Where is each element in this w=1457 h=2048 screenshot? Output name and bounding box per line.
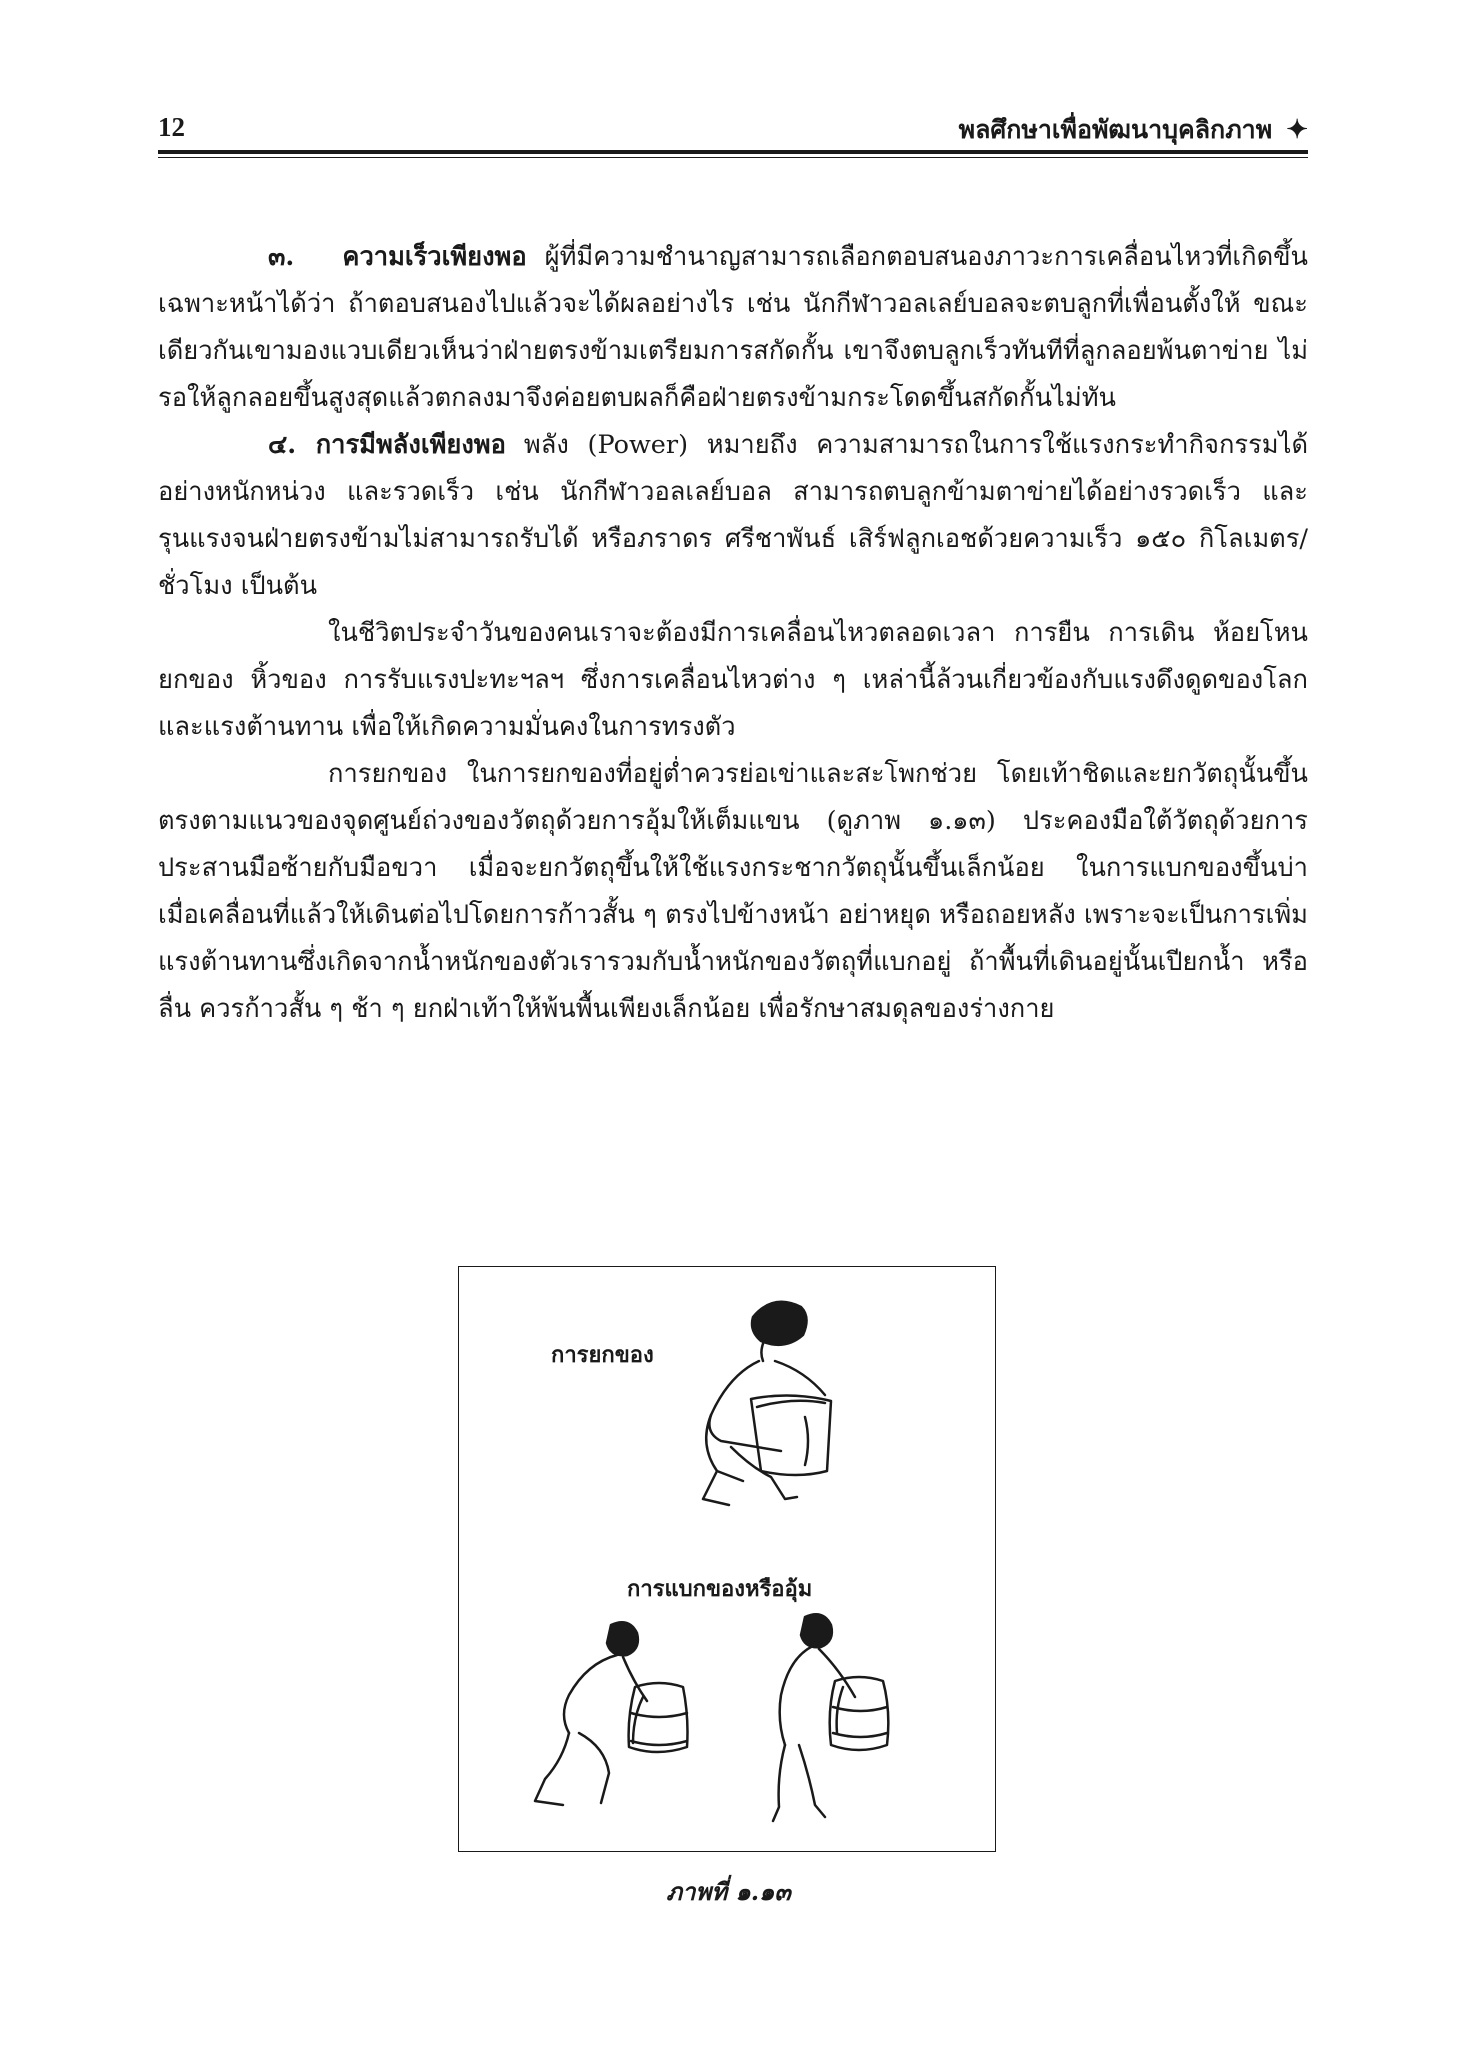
star-icon: ✦	[1286, 115, 1308, 145]
paragraph-daily-movement: ในชีวิตประจำวันของคนเราจะต้องมีการเคลื่อนไหวตลอดเวลา การยืน การเดิน ห้อยโหน ยกของ หิ้วของ การรับแรงปะทะฯลฯ ซึ่งการเคลื่อนไหวต่าง ๆ เหล่านี้ล้วนเกี่ยวข้องกับแรงดึงดูดของโลก และแรงต้านทาน เพื่อให้เกิดความมั่นคงในการทรงตัว	[158, 618, 1308, 742]
paragraph-speed-text: ผู้ที่มีความชำนาญสามารถเลือกตอบสนองภาวะการเคลื่อนไหวที่เกิดขึ้นเฉพาะหน้าได้ว่า ถ้าตอบสนองไปแล้วจะได้ผลอย่างไร เช่น นักกีฬาวอลเลย์บอลจะตบลูกที่เพื่อนตั้งให้ ขณะเดียวกันเขามองแวบเดียวเห็นว่าฝ่ายตรงข้ามเตรียมการสกัดกั้น เขาจึงตบลูกเร็วทันทีที่ลูกลอยพ้นตาข่าย ไม่รอให้ลูกลอยขึ้นสูงสุดแล้วตกลงมาจึงค่อยตบผลก็คือฝ่ายตรงข้ามกระโดดขึ้นสกัดกั้นไม่ทัน	[158, 242, 1308, 413]
standing-carrier-illustration	[739, 1607, 919, 1827]
paragraph-power	[158, 422, 1308, 610]
page-number: 12	[158, 112, 185, 142]
figure-illustration	[458, 1266, 996, 1852]
figure-label-carrying: การแบกของหรืออุ้ม	[627, 1576, 813, 1602]
header-rule-thin	[158, 157, 1308, 158]
running-title-text: พลศึกษาเพื่อพัฒนาบุคลิกภาพ	[958, 115, 1273, 144]
paragraph-power-text: พลัง (Power) หมายถึง ความสามารถในการใช้แรงกระทำกิจกรรมได้อย่างหนักหน่วง และรวดเร็ว เช่น นักกีฬาวอลเลย์บอล สามารถตบลูกข้ามตาข่ายได้อย่างรวดเร็ว และรุนแรงจนฝ่ายตรงข้ามไม่สามารถรับได้ หรือภราดร ศรีชาพันธ์ เสิร์ฟลูกเอชด้วยความเร็ว ๑๕๐ กิโลเมตร/ชั่วโมง เป็นต้น	[158, 430, 1309, 601]
body-text	[158, 234, 1308, 1033]
heading-power: ๔. การมีพลังเพียงพอ	[268, 430, 506, 460]
paragraph-speed	[158, 234, 1308, 422]
figure-label-lifting: การยกของ	[551, 1342, 654, 1368]
figure-caption: ภาพที่ ๑.๑๓	[666, 1877, 791, 1906]
running-title	[959, 110, 1308, 150]
paragraph-lifting: การยกของ ในการยกของที่อยู่ต่ำควรย่อเข่าและสะโพกช่วย โดยเท้าชิดและยกวัตถุนั้นขึ้นตรงตามแนวของจุดศูนย์ถ่วงของวัตถุด้วยการอุ้มให้เต็มแขน (ดูภาพ ๑.๑๓) ประคองมือใต้วัตถุด้วยการประสานมือซ้ายกับมือขวา เมื่อจะยกวัตถุขึ้นให้ใช้แรงกระชากวัตถุนั้นขึ้นเล็กน้อย ในการแบกของขึ้นบ่า เมื่อเคลื่อนที่แล้วให้เดินต่อไปโดยการก้าวสั้น ๆ ตรงไปข้างหน้า อย่าหยุด หรือถอยหลัง เพราะจะเป็นการเพิ่มแรงต้านทานซึ่งเกิดจากน้ำหนักของตัวเรารวมกับน้ำหนักของวัตถุที่แบกอยู่ ถ้าพื้นที่เดินอยู่นั้นเปียกน้ำ หรือลื่น ควรก้าวสั้น ๆ ช้า ๆ ยกฝ่าเท้าให้พ้นพื้นเพียงเล็กน้อย เพื่อรักษาสมดุลของร่างกาย	[158, 759, 1308, 1024]
header-rule-thick	[158, 150, 1308, 154]
lifting-person-illustration	[687, 1287, 947, 1517]
kneeling-carrier-illustration	[523, 1617, 713, 1827]
page-header	[158, 108, 1308, 148]
heading-speed: ๓. ความเร็วเพียงพอ	[268, 242, 527, 272]
